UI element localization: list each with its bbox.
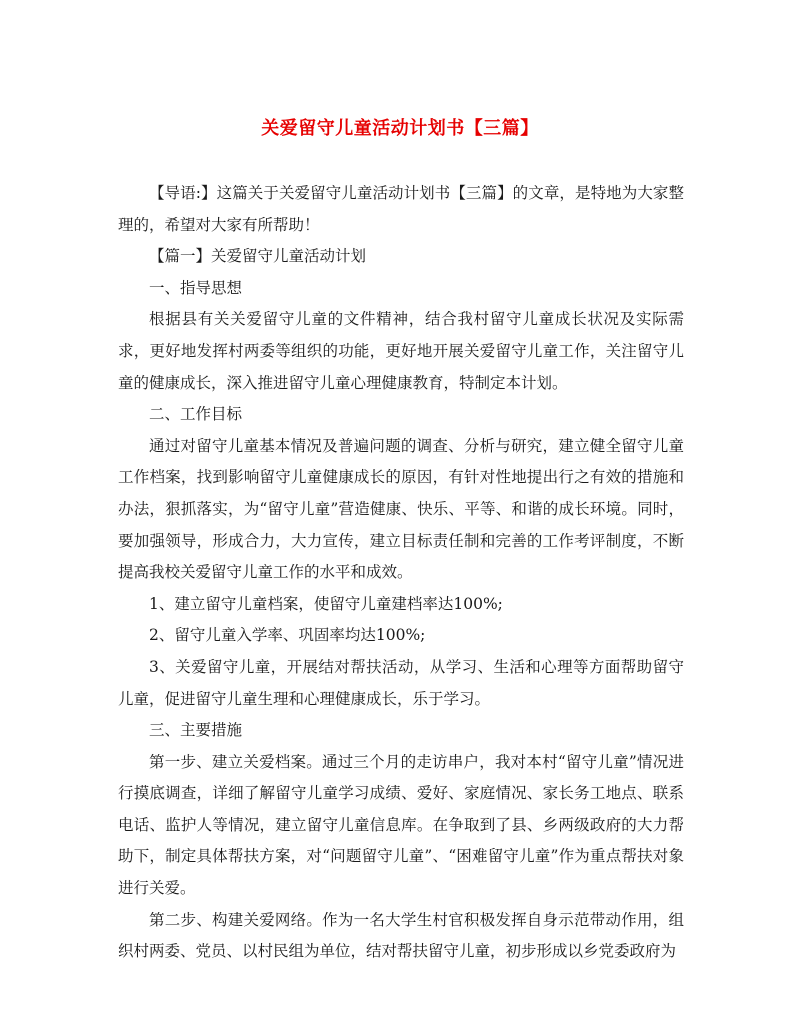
paragraph-work-goals: 通过对留守儿童基本情况及普遍问题的调查、分析与研究，建立健全留守儿童工作档案，找到影响留守儿童健康成长的原因，有针对性地提出行之有效的措施和办法，狠抓落实，为“留守儿童”营造健康、快乐、平等、和谐的成长环境。同时，要加强领导，形成合力，大力宣传，建立目标责任制和完善的工作考评制度，不断提高我校关爱留守儿童工作的水平和成效。 — [118, 436, 684, 582]
section-heading-main-measures: 三、主要措施 — [149, 721, 243, 740]
goal-item-2: 2、留守儿童入学率、巩固率均达100%; — [149, 626, 426, 645]
document-body — [118, 178, 684, 968]
paragraph-intro: 【导语:】这篇关于关爱留守儿童活动计划书【三篇】的文章，是特地为大家整理的，希望对大家有所帮助！ — [118, 184, 684, 234]
section-heading-guiding-ideas: 一、指导思想 — [149, 278, 243, 297]
paragraph-part-one-heading: 【篇一】关爱留守儿童活动计划 — [149, 247, 367, 266]
document-title: 关爱留守儿童活动计划书【三篇】 — [261, 118, 539, 139]
paragraph-guiding-ideas: 根据县有关关爱留守儿童的文件精神，结合我村留守儿童成长状况及实际需求，更好地发挥村两委等组织的功能，更好地开展关爱留守儿童工作，关注留守儿童的健康成长，深入推进留守儿童心理健康教育，特制定本计划。 — [118, 310, 684, 392]
section-heading-work-goals: 二、工作目标 — [149, 405, 243, 424]
paragraph-step-one: 第一步、建立关爱档案。通过三个月的走访串户，我对本村“留守儿童”情况进行摸底调查，详细了解留守儿童学习成绩、爱好、家庭情况、家长务工地点、联系电话、监护人等情况，建立留守儿童信息库。在争取到了县、乡两级政府的大力帮助下，制定具体帮扶方案，对“问题留守儿童”、“困难留守儿童”作为重点帮扶对象进行关爱。 — [118, 752, 684, 898]
goal-item-1: 1、建立留守儿童档案，使留守儿童建档率达100%; — [149, 594, 503, 613]
paragraph-step-two: 第二步、构建关爱网络。作为一名大学生村官积极发挥自身示范带动作用，组织村两委、党员、以村民组为单位，结对帮扶留守儿童，初步形成以乡党委政府为 — [118, 910, 684, 961]
goal-item-3: 3、关爱留守儿童，开展结对帮扶活动，从学习、生活和心理等方面帮助留守儿童，促进留守儿童生理和心理健康成长，乐于学习。 — [118, 657, 684, 708]
